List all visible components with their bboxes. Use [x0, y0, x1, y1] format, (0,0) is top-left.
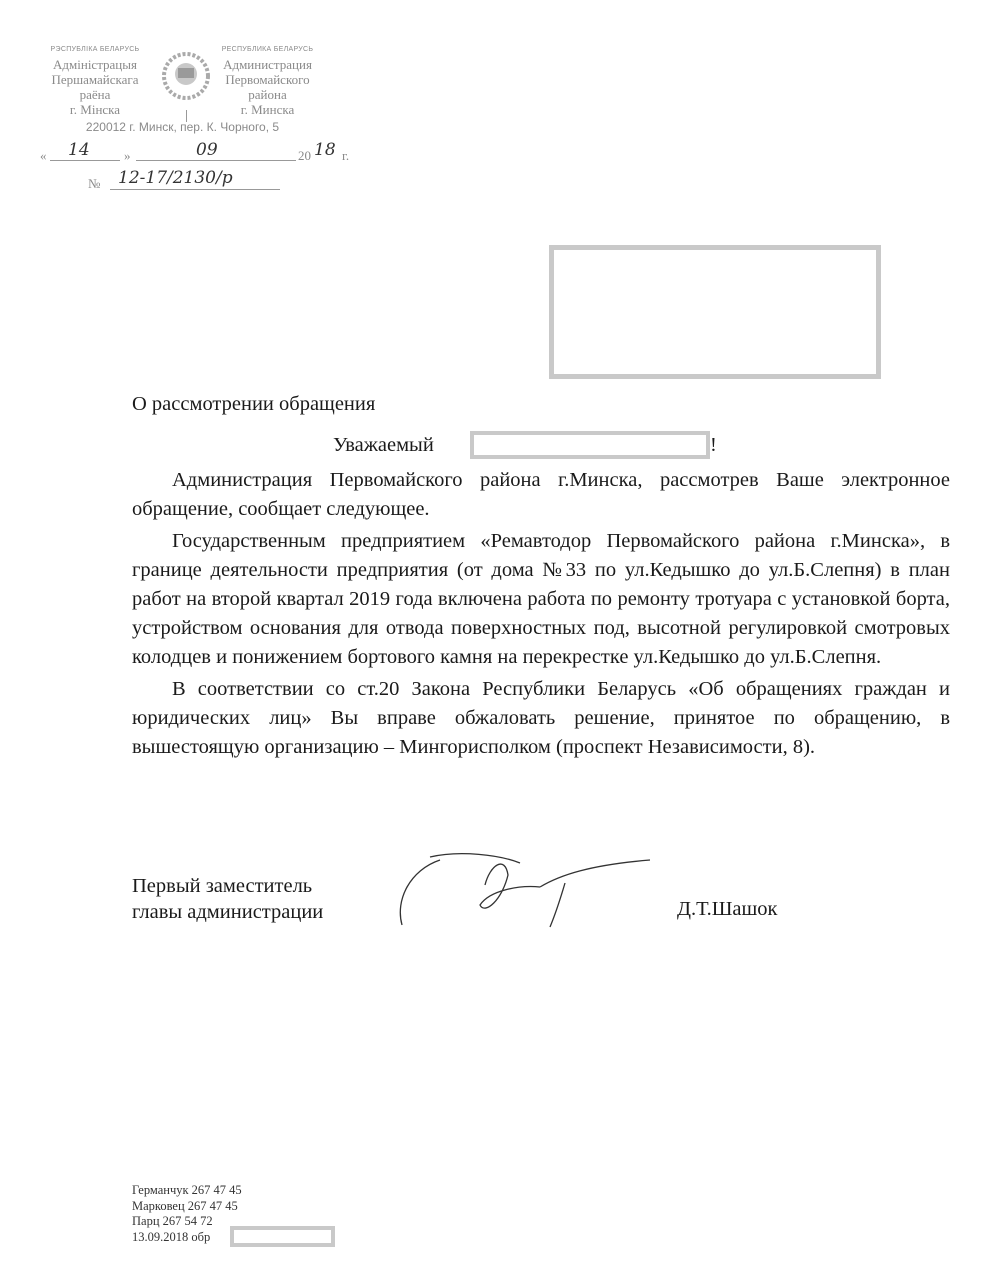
contact-line: Марковец 267 47 45	[132, 1198, 238, 1213]
org-line: г. Минска	[240, 102, 295, 117]
redacted-reference	[230, 1226, 335, 1247]
date-month: 09	[196, 140, 218, 160]
contact-line: Германчук 267 47 45	[132, 1183, 242, 1197]
signer-title-line: Первый заместитель	[132, 875, 313, 897]
paragraph: Государственным предприятием «Ремавтодор Первомайского района г.Минска», в границе деятельности предприятия (от дома №33 по ул.Кедышко до ул.Б.Слепня) в план работ на второй квартал 2019 года включена работа по ремонту тротуара с установкой борта, устройством основания для отвода поверхностных под, высотной регулировкой смотровых колодцев и понижением бортового камня на перекрестке ул.Кедышко до ул.Б.Слепня.	[132, 530, 950, 668]
paragraph: В соответствии со ст.20 Закона Республики Беларусь «Об обращениях граждан и юридических лиц» Вы вправе обжаловать решение, принятое по обращению, в вышестоящую организацию – Мингорисполком (проспект Независимости, 8).	[132, 678, 950, 758]
org-line: Администрация	[223, 57, 312, 72]
redacted-name	[470, 431, 710, 459]
letterhead-belarusian	[40, 42, 150, 117]
number-label: №	[88, 176, 101, 191]
signer-title-line: главы администрации	[132, 901, 324, 923]
org-line: раёна	[79, 87, 111, 102]
number-value: 12-17/2130/р	[118, 168, 233, 188]
greeting-suffix: !	[710, 434, 717, 456]
republic-ru: РЕСПУБЛИКА БЕЛАРУСЬ	[221, 46, 314, 53]
letter-body	[132, 466, 950, 762]
letterhead-address: 220012 г. Минск, пер. К. Чорного, 5	[85, 120, 280, 134]
footer-contacts	[132, 1183, 242, 1245]
year-suffix: 18	[314, 140, 336, 160]
subject-line: О рассмотрении обращения	[132, 393, 376, 415]
number-line	[88, 168, 288, 192]
letterhead-russian	[210, 42, 325, 117]
contact-line: Парц 267 54 72	[132, 1214, 213, 1228]
greeting	[333, 434, 733, 464]
org-line: Першамайскага	[51, 72, 139, 87]
greeting-prefix: Уважаемый	[333, 434, 434, 456]
org-line: г. Мінска	[69, 102, 121, 117]
redacted-addressee	[549, 245, 881, 379]
handwritten-signature	[390, 845, 670, 935]
date-line: « 14 » 09 20 18 г.	[40, 140, 350, 163]
signer-name: Д.Т.Шашок	[677, 898, 778, 920]
paragraph: Администрация Первомайского района г.Минска, рассмотрев Ваше электронное обращение, сообщает следующее.	[132, 469, 950, 520]
footer-date-ref: 13.09.2018 обр	[132, 1229, 211, 1244]
date-day: 14	[68, 140, 90, 160]
republic-by: РЭСПУБЛІКА БЕЛАРУСЬ	[50, 46, 140, 53]
year-prefix: 20	[298, 148, 311, 163]
year-end: г.	[342, 148, 350, 163]
coat-of-arms-icon	[160, 50, 212, 102]
org-line: района	[248, 87, 287, 102]
org-line: Адміністрацыя	[53, 57, 137, 72]
org-line: Первомайского	[225, 72, 310, 87]
footer-last-line	[132, 1230, 242, 1246]
signer-title	[132, 873, 323, 925]
